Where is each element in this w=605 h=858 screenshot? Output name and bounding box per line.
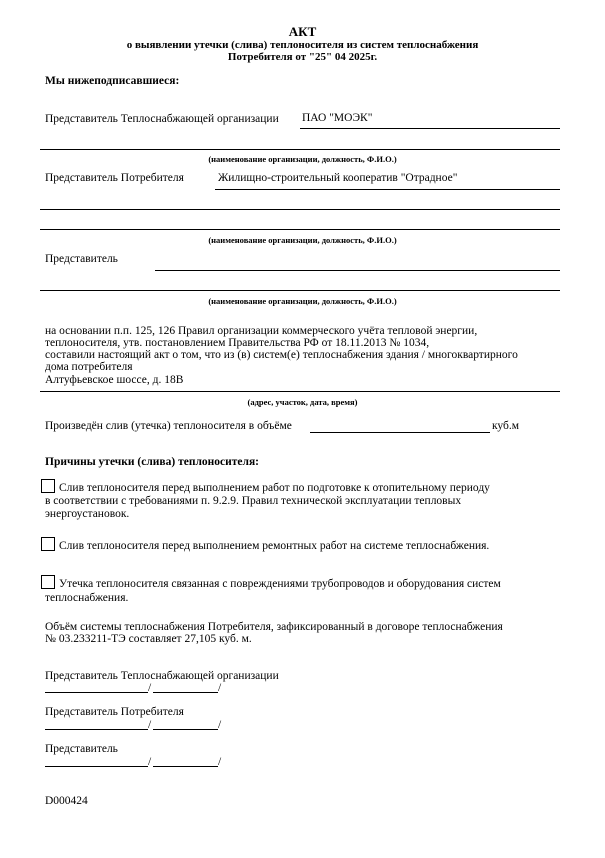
sig-other-slash-1: / <box>148 756 152 768</box>
rep-other-underline <box>155 270 560 271</box>
rep-supply-underline <box>300 128 560 129</box>
basis-line-4: дома потребителя <box>45 361 133 373</box>
sig-other-sign-line[interactable] <box>45 766 148 767</box>
signers-intro: Мы нижеподписавшиеся: <box>45 75 180 87</box>
basis-address[interactable]: Алтуфьевское шоссе, д. 18В <box>45 374 184 386</box>
sig-consumer-name-line[interactable] <box>153 729 218 730</box>
volume-underline <box>310 432 490 433</box>
rep-other-label: Представитель <box>45 253 118 265</box>
sig-supply-slash-1: / <box>148 682 152 694</box>
document-code: D000424 <box>45 795 88 807</box>
reason-3-checkbox[interactable] <box>41 575 55 589</box>
sig-consumer-slash-1: / <box>148 719 152 731</box>
reason-2-line-1: Слив теплоносителя перед выполнением ремонтных работ на системе теплоснабжения. <box>59 540 490 552</box>
rep-consumer-value[interactable]: Жилищно-строительный кооператив "Отрадное" <box>218 172 458 184</box>
reason-2-checkbox[interactable] <box>41 537 55 551</box>
rep-other-hint: (наименование организации, должность, Ф.И.О.) <box>208 296 397 306</box>
basis-line-2: теплоносителя, утв. постановлением Правительства РФ от 18.11.2013 № 1034, <box>45 337 430 349</box>
rep-supply-underline-2 <box>40 149 560 150</box>
rep-consumer-underline <box>215 189 560 190</box>
sig-consumer-label: Представитель Потребителя <box>45 706 184 718</box>
reason-1-line-1: Слив теплоносителя перед выполнением работ по подготовке к отопительному периоду <box>59 482 490 494</box>
rep-consumer-underline-2 <box>40 209 560 210</box>
system-volume-line-1: Объём системы теплоснабжения Потребителя, зафиксированный в договоре теплоснабжения <box>45 621 503 633</box>
rep-other-underline-2 <box>40 290 560 291</box>
sig-consumer-sign-line[interactable] <box>45 729 148 730</box>
rep-supply-value[interactable]: ПАО "МОЭК" <box>302 112 373 124</box>
basis-line-3: составили настоящий акт о том, что из (в) систем(е) теплоснабжения здания / многоквартирного <box>45 349 518 361</box>
reason-3-line-1: Утечка теплоносителя связанная с повреждениями трубопроводов и оборудования систем <box>59 578 501 590</box>
reasons-title: Причины утечки (слива) теплоносителя: <box>45 456 260 468</box>
system-volume-line-2: № 03.233211-ТЭ составляет 27,105 куб. м. <box>45 633 252 645</box>
sig-supply-label: Представитель Теплоснабжающей организации <box>45 670 279 682</box>
sig-other-slash-2: / <box>218 756 222 768</box>
volume-label: Произведён слив (утечка) теплоносителя в объёме <box>45 420 292 432</box>
sig-supply-name-line[interactable] <box>153 692 218 693</box>
volume-unit: куб.м <box>492 420 520 432</box>
sig-supply-slash-2: / <box>218 682 222 694</box>
reason-1-line-3: энергоустановок. <box>45 508 130 520</box>
sig-other-name-line[interactable] <box>153 766 218 767</box>
address-underline <box>40 391 560 392</box>
sig-supply-sign-line[interactable] <box>45 692 148 693</box>
reason-1-line-2: в соответствии с требованиями п. 9.2.9. Правил технической эксплуатации тепловых <box>45 495 462 507</box>
rep-supply-hint: (наименование организации, должность, Ф.И.О.) <box>208 154 397 164</box>
basis-line-1: на основании п.п. 125, 126 Правил организации коммерческого учёта тепловой энергии, <box>45 325 478 337</box>
rep-supply-label: Представитель Теплоснабжающей организации <box>45 113 279 125</box>
act-consumer-date: Потребителя от "25" 04 2025г. <box>227 51 378 63</box>
sig-other-label: Представитель <box>45 743 118 755</box>
act-title: АКТ <box>288 24 317 39</box>
reason-3-line-2: теплоснабжения. <box>45 592 129 604</box>
rep-consumer-hint: (наименование организации, должность, Ф.И.О.) <box>208 235 397 245</box>
act-subtitle: о выявлении утечки (слива) теплоносителя из систем теплоснабжения <box>126 39 479 51</box>
rep-consumer-underline-3 <box>40 229 560 230</box>
reason-1-checkbox[interactable] <box>41 479 55 493</box>
address-hint: (адрес, участок, дата, время) <box>247 397 358 407</box>
rep-consumer-label: Представитель Потребителя <box>45 172 184 184</box>
sig-consumer-slash-2: / <box>218 719 222 731</box>
